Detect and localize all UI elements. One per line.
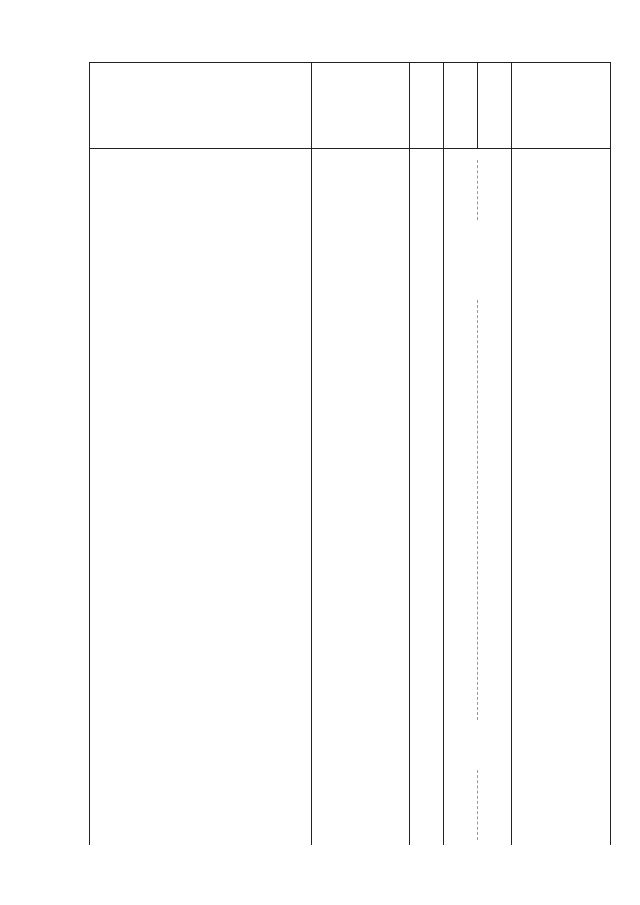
col-border-left bbox=[89, 62, 90, 845]
header-subsection bbox=[487, 65, 501, 145]
subsection-guide bbox=[477, 300, 478, 720]
col-border-right bbox=[610, 62, 611, 845]
subsection-guide bbox=[477, 770, 478, 840]
col-border-group bbox=[443, 62, 444, 845]
col-border-code bbox=[409, 62, 410, 845]
table-top-border bbox=[89, 62, 611, 63]
header-group bbox=[413, 65, 439, 145]
col-border-subsection-header bbox=[477, 62, 478, 148]
col-border-name bbox=[311, 62, 312, 845]
header-section bbox=[453, 76, 467, 136]
header-bottom-border bbox=[89, 148, 611, 149]
col-border-section bbox=[511, 62, 512, 845]
subsection-guide bbox=[477, 160, 478, 220]
header-target bbox=[347, 87, 373, 137]
